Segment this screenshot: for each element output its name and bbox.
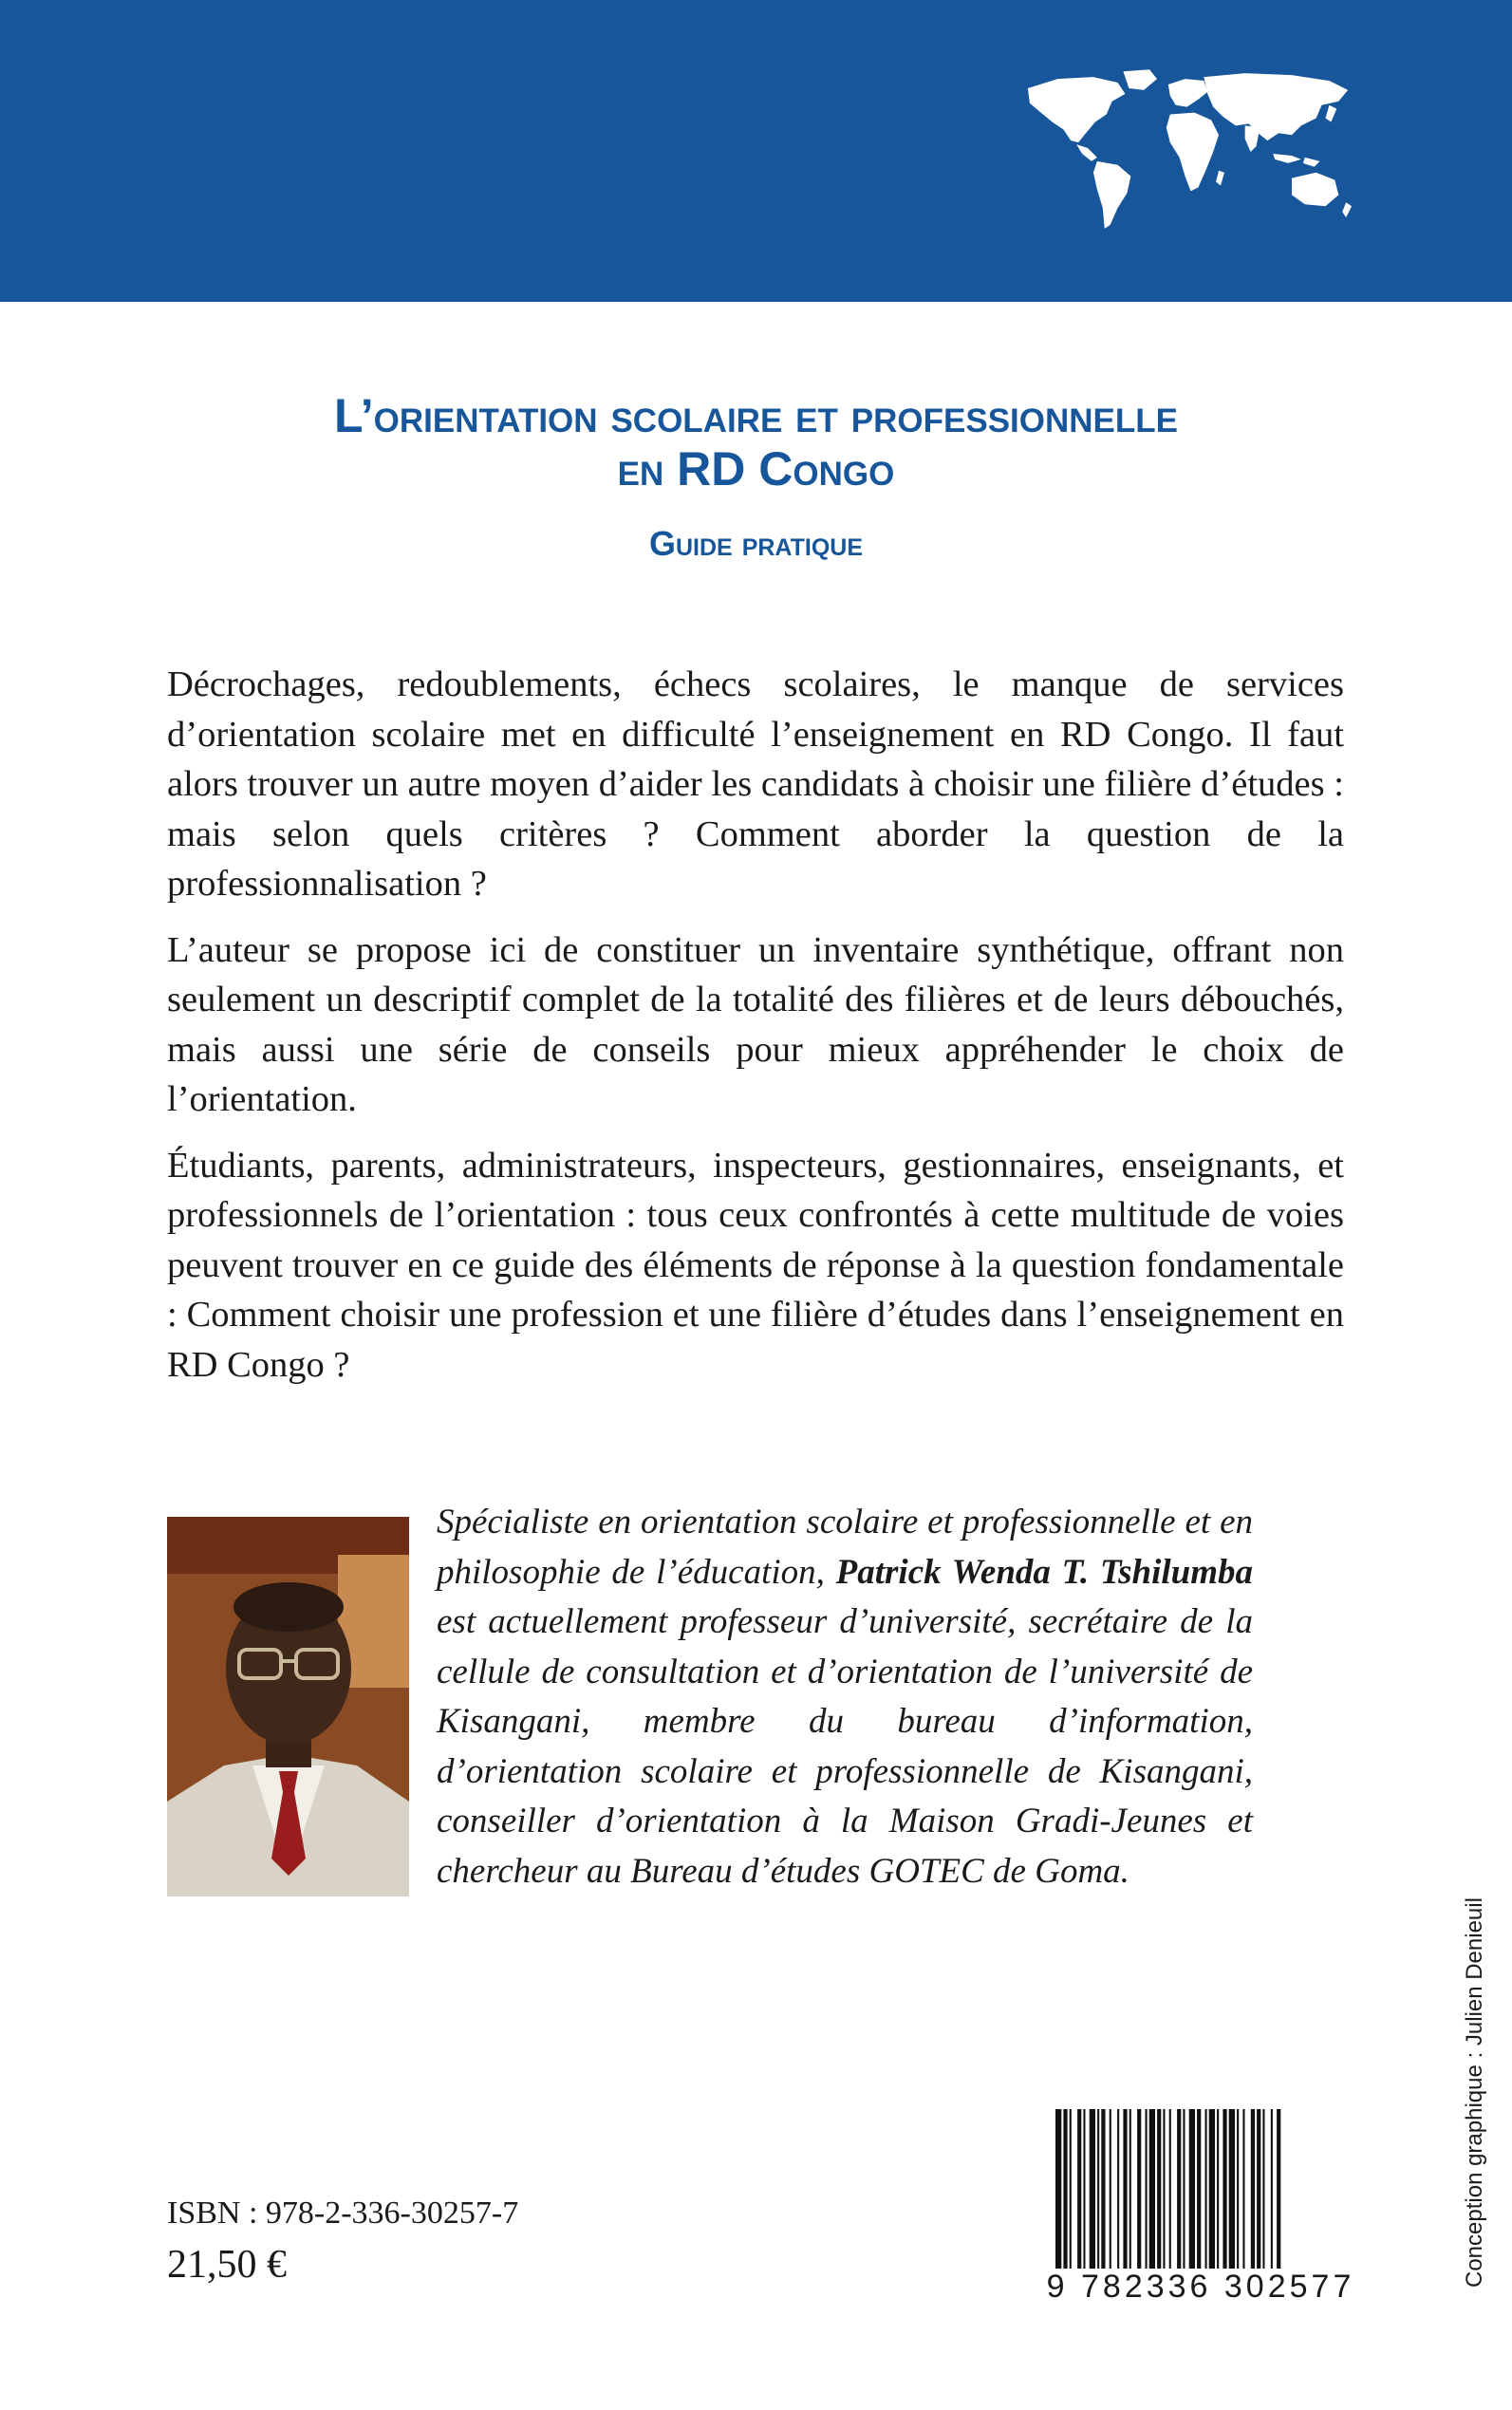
barcode-bar	[1217, 2109, 1219, 2275]
barcode-bar	[1229, 2109, 1235, 2275]
barcode-bar	[1146, 2109, 1148, 2275]
barcode-bar	[1262, 2109, 1264, 2275]
author-portrait-illustration	[167, 1517, 409, 1896]
barcode-bar	[1223, 2109, 1226, 2275]
isbn: ISBN : 978-2-336-30257-7	[167, 2195, 519, 2231]
price: 21,50 €	[167, 2243, 287, 2287]
blurb-paragraph-3: Étudiants, parents, administrateurs, inspecteurs, gestionnaires, enseignants, et professionnels de l’orientation : tous ceux confrontés à cette multitude de voies peuvent trouver en ce guide des éléments de réponse à la question fondamentale : Comment choisir une profession et une filière d’études dans l’enseignement en RD Congo ?	[167, 1145, 1344, 1385]
barcode-bar	[1205, 2109, 1207, 2275]
barcode-bar	[1177, 2109, 1181, 2275]
graphic-design-credit: Conception graphique : Julien Denieuil	[1462, 1897, 1487, 2288]
barcode-bar	[1090, 2109, 1095, 2275]
barcode-bar	[1070, 2109, 1072, 2275]
barcode-bar	[1101, 2109, 1105, 2275]
book-subtitle: Guide pratique	[648, 524, 864, 563]
barcode-bar	[1117, 2109, 1119, 2275]
barcode-bar	[1137, 2109, 1141, 2275]
barcode-bar	[1063, 2109, 1067, 2275]
barcode-bar	[1123, 2109, 1127, 2275]
barcode-bar	[1257, 2109, 1260, 2275]
barcode-bar	[1242, 2109, 1244, 2275]
barcode-bar	[1110, 2109, 1111, 2275]
barcode-bar	[1149, 2109, 1155, 2275]
barcode-bar	[1157, 2109, 1161, 2275]
book-title-line-1: L’orientation scolaire et professionnelle	[333, 389, 1179, 442]
world-map-icon	[1020, 66, 1357, 237]
barcode-bar	[1271, 2109, 1273, 2275]
blurb-paragraph-1: Décrochages, redoublements, échecs scolaires, le manque de services d’orientation scolaire met en difficulté l’enseignement en RD Congo. Il faut alors trouver un autre moyen d’aider les candidats à choisir une filière d’études : mais selon quels critères ? Comment aborder la question de la professionnalisation ?	[167, 664, 1344, 904]
barcode-bar	[1237, 2109, 1239, 2275]
barcode-bar	[1129, 2109, 1131, 2275]
barcode-bar	[1209, 2109, 1215, 2275]
top-color-band	[0, 0, 1512, 302]
barcode-digits: 9 782336 302577	[1044, 2269, 1357, 2306]
barcode-bar	[1077, 2109, 1081, 2275]
barcode-bar	[1183, 2109, 1185, 2275]
barcode-bar	[1277, 2109, 1280, 2275]
author-name: Patrick Wenda T. Tshilumba	[835, 1552, 1253, 1592]
barcode-bar	[1189, 2109, 1195, 2275]
barcode-bar	[1169, 2109, 1171, 2275]
author-bio-intro: Spécialiste en orientation scolaire et professionnelle et en philosophie de l’éducation,	[437, 1503, 1253, 1592]
barcode-bar	[1197, 2109, 1201, 2275]
barcode-bar	[1163, 2109, 1165, 2275]
barcode-bar	[1097, 2109, 1099, 2275]
author-bio-rest: est actuellement professeur d’université, secrétaire de la cellule de consultation et d’orientation de l’université de Kisangani, membre du bureau d’information, d’orientation scolaire et professionnelle de Kisangani, conseiller d’orientation à la Maison Gradi-Jeunes et chercheur au Bureau d’études GOTEC de Goma.	[437, 1602, 1253, 1891]
back-cover-blurb	[167, 660, 1344, 1406]
barcode-bar	[1251, 2109, 1255, 2275]
author-biography	[437, 1498, 1253, 1896]
book-title-block	[0, 389, 1512, 564]
blurb-paragraph-2: L’auteur se propose ici de constituer un inventaire synthétique, offrant non seulement un descriptif complet de la totalité des filières et de leurs débouchés, mais aussi une série de conseils pour mieux appréhender le choix de l’orientation.	[167, 929, 1344, 1119]
book-title-line-2: en RD Congo	[617, 442, 895, 495]
barcode-bar	[1083, 2109, 1085, 2275]
author-photo	[167, 1517, 409, 1896]
barcode-bar	[1055, 2109, 1061, 2275]
